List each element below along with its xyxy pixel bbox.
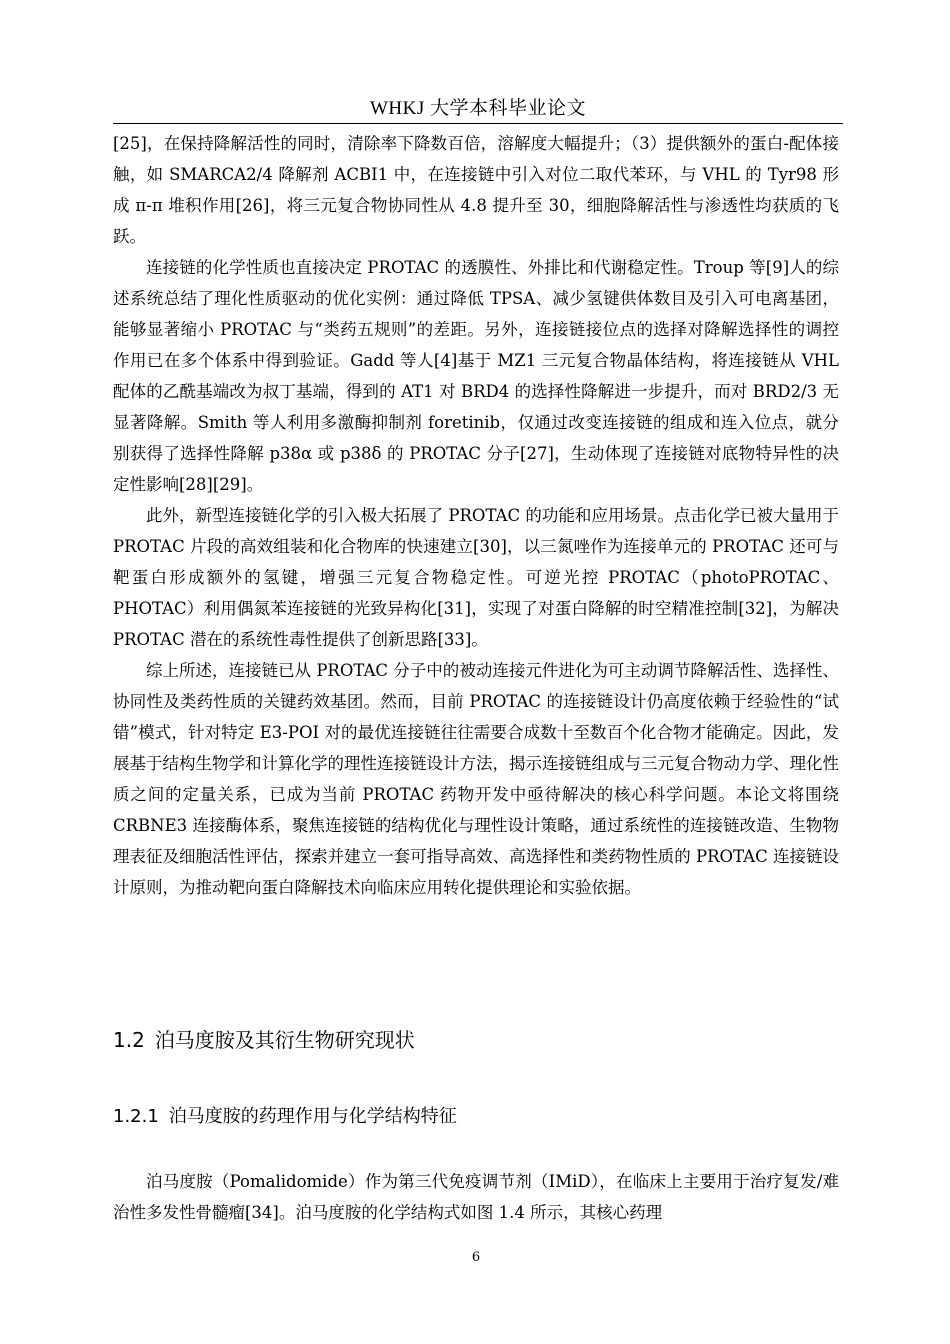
header-rule: [113, 123, 843, 124]
subsection-title: 泊马度胺的药理作用与化学结构特征: [168, 1106, 457, 1127]
subsection-heading: [113, 1100, 839, 1134]
body-text-continued: [113, 1166, 839, 1228]
page-number: 6: [471, 1250, 481, 1265]
section-heading: [113, 1022, 839, 1058]
paragraph-summary: 综上所述，连接链已从 PROTAC 分子中的被动连接元件进化为可主动调节降解活性、选择性、协同性及类药性质的关键药效基团。然而，目前 PROTAC 的连接链设计仍高度依赖于经验性的“试错”模式，针对特定 E3-POI 对的最优连接链往往需要合成数十至数百个化合物才能确定。因此，发展基于结构生物学和计算化学的理性连接链设计方法，揭示连接链组成与三元复合物动力学、理化性质之间的定量关系，已成为当前 PROTAC 药物开发中亟待解决的核心科学问题。本论文将围绕 CRBNE3 连接酶体系，聚焦连接链的结构优化与理性设计策略，通过系统性的连接链改造、生物物理表征及细胞活性评估，探索并建立一套可指导高效、高选择性和类药物性质的 PROTAC 连接链设计原则，为推动靶向蛋白降解技术向临床应用转化提供理论和实验依据。: [113, 661, 839, 897]
paragraph-linker-chemistry: 连接链的化学性质也直接决定 PROTAC 的透膜性、外排比和代谢稳定性。Troup 等[9]人的综述系统总结了理化性质驱动的优化实例：通过降低 TPSA、减少氢键供体数目及引入可电离基团，能够显著缩小 PROTAC 与“类药五规则”的差距。另外，连接链接位点的选择对降解选择性的调控作用已在多个体系中得到验证。Gadd 等人[4]基于 MZ1 三元复合物晶体结构，将连接链从 VHL 配体的乙酰基端改为叔丁基端，得到的 AT1 对 BRD4 的选择性降解进一步提升，而对 BRD2/3 无显著降解。Smith 等人利用多激酶抑制剂 foretinib，仅通过改变连接链的组成和连入位点，就分别获得了选择性降解 p38α 或 p38δ 的 PROTAC 分子[27]，生动体现了连接链对底物特异性的决定性影响[28][29]。: [113, 258, 839, 494]
paragraph-pomalidomide: 泊马度胺（Pomalidomide）作为第三代免疫调节剂（IMiD），在临床上主要用于治疗复发/难治性多发性骨髓瘤[34]。泊马度胺的化学结构式如图 1.4 所示，其核心药理: [113, 1172, 839, 1222]
subsection-number: 1.2.1: [113, 1106, 159, 1127]
paragraph-continuation: [25]，在保持降解活性的同时，清除率下降数百倍，溶解度大幅提升；（3）提供额外的蛋白-配体接触，如 SMARCA2/4 降解剂 ACBI1 中，在连接链中引入对位二取代苯环，与 VHL 的 Tyr98 形成 π-π 堆积作用[26]，将三元复合物协同性从 4.8 提升至 30，细胞降解活性与渗透性均获质的飞跃。: [113, 134, 839, 246]
section-title: 泊马度胺及其衍生物研究现状: [154, 1028, 415, 1052]
running-header: WHKJ 大学本科毕业论文: [369, 98, 587, 119]
section-number: 1.2: [113, 1028, 145, 1052]
paragraph-novel-linkers: 此外，新型连接链化学的引入极大拓展了 PROTAC 的功能和应用场景。点击化学已被大量用于 PROTAC 片段的高效组装和化合物库的快速建立[30]，以三氮唑作为连接单元的 PROTAC 还可与靶蛋白形成额外的氢键，增强三元复合物稳定性。可逆光控 PROTAC（photoPROTAC、PHOTAC）利用偶氮苯连接链的光致异构化[31]，实现了对蛋白降解的时空精准控制[32]，为解决 PROTAC 潜在的系统性毒性提供了创新思路[33]。: [113, 506, 839, 649]
body-text: [113, 128, 839, 903]
